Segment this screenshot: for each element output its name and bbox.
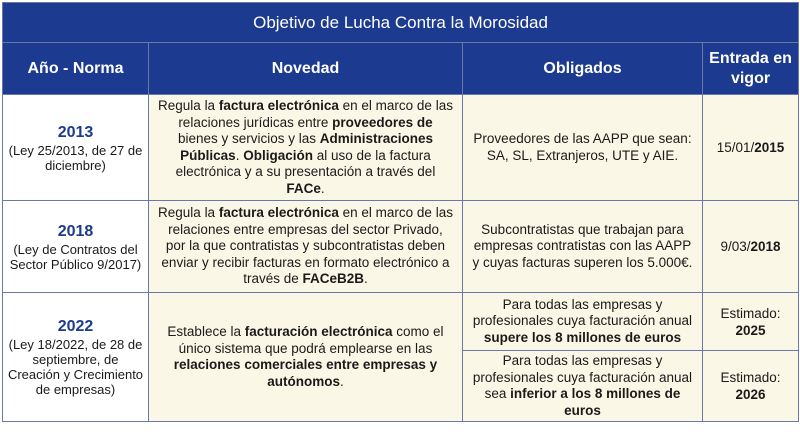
text-segment: . — [320, 180, 325, 196]
text-segment: Estimado: — [720, 305, 781, 321]
obligados-cell — [463, 95, 703, 201]
header-novedad: Novedad — [149, 43, 463, 95]
text-segment: en el marco de las relaciones entre empresas del sector Privado, por la que contratistas y subcontratistas deben enviar y recibir facturas en formato electrónico a través de — [161, 205, 453, 287]
obligados-cell — [463, 201, 703, 293]
text-segment: . — [339, 373, 344, 389]
header-entrada — [703, 43, 799, 95]
table-row-2013 — [3, 95, 799, 201]
entrada-cell — [703, 293, 799, 351]
novedad-cell — [149, 95, 463, 201]
morosidad-table — [2, 2, 799, 422]
table-title: Objetivo de Lucha Contra la Morosidad — [3, 3, 799, 43]
text-segment: bienes y servicios y las — [177, 131, 320, 146]
year-cell — [3, 201, 149, 293]
novedad-cell — [149, 293, 463, 422]
bold-text-segment: FACe — [286, 180, 321, 196]
novedad-cell — [149, 201, 463, 293]
year-cell — [3, 95, 149, 201]
bold-text-segment: 2025 — [735, 322, 766, 338]
text-segment: Estimado: — [720, 370, 781, 385]
header-obligados: Obligados — [463, 43, 703, 95]
text-segment: 15/01/ — [716, 140, 755, 155]
text-segment: Para todas las empresas y profesionales cuya facturación anual sea — [472, 353, 693, 401]
header-entrada-line2: vigor — [730, 69, 771, 87]
header-entrada-line1: Entrada en — [709, 49, 792, 67]
text-segment: como el único sistema que podrá emplearse en las — [178, 324, 444, 356]
bold-text-segment: facturación electrónica — [244, 324, 393, 339]
bold-text-segment: 2018 — [750, 239, 781, 254]
table-row-2022 — [3, 293, 799, 351]
text-segment: Regula la — [158, 98, 219, 113]
header-row — [3, 43, 799, 95]
bold-text-segment: Administraciones Públicas — [180, 131, 434, 163]
text-segment: 9/03/ — [720, 239, 751, 254]
year-cell — [3, 293, 149, 422]
bold-text-segment: supere los 8 millones de euros — [483, 329, 682, 345]
year-label: 2018 — [57, 222, 94, 240]
text-segment: en el marco de las relaciones jurídicas entre — [178, 98, 453, 130]
text-segment: Establece la — [167, 324, 245, 339]
bold-text-segment: factura electrónica — [218, 98, 339, 113]
bold-text-segment: FACeB2B — [302, 271, 365, 287]
bold-text-segment: factura electrónica — [218, 205, 339, 221]
text-segment: . — [235, 147, 244, 163]
text-segment: Para todas las empresas y profesionales cuya facturación anual — [472, 296, 693, 329]
obligados-cell — [463, 351, 703, 422]
table-row-2018 — [3, 201, 799, 293]
entrada-cell — [703, 201, 799, 293]
obligados-cell — [463, 293, 703, 351]
header-year: Año - Norma — [3, 43, 149, 95]
bold-text-segment: Obligación — [243, 147, 313, 163]
text-segment: . — [364, 271, 368, 287]
table-title-row — [3, 3, 799, 43]
bold-text-segment: 2015 — [754, 140, 785, 155]
bold-text-segment: inferior a los 8 millones de euros — [510, 386, 681, 418]
norma-label: (Ley 25/2013, de 27 de diciembre) — [8, 142, 143, 173]
norma-label: (Ley 18/2022, de 28 de septiembre, de Creación y Crecimiento de empresas) — [7, 337, 144, 397]
text-segment: Regula la — [158, 205, 219, 221]
year-label: 2022 — [57, 318, 94, 335]
year-label: 2013 — [57, 123, 94, 141]
entrada-cell — [703, 95, 799, 201]
text-segment: al uso de la factura electrónica y a su presentación a través del — [175, 147, 436, 179]
bold-text-segment: 2026 — [735, 387, 766, 402]
morosidad-table-container — [2, 2, 798, 434]
text-segment: Subcontratistas que trabajan para empresas contratistas con las AAPP y cuyas facturas superen los 5.000€. — [472, 221, 693, 270]
bold-text-segment: relaciones comerciales entre empresas y autónomos — [173, 357, 438, 389]
bold-text-segment: proveedores de — [332, 114, 433, 130]
text-segment: Proveedores de las AAPP que sean: SA, SL, Extranjeros, UTE y AIE. — [473, 131, 692, 163]
norma-label: (Ley de Contratos del Sector Público 9/2017) — [9, 241, 142, 272]
entrada-cell — [703, 351, 799, 422]
